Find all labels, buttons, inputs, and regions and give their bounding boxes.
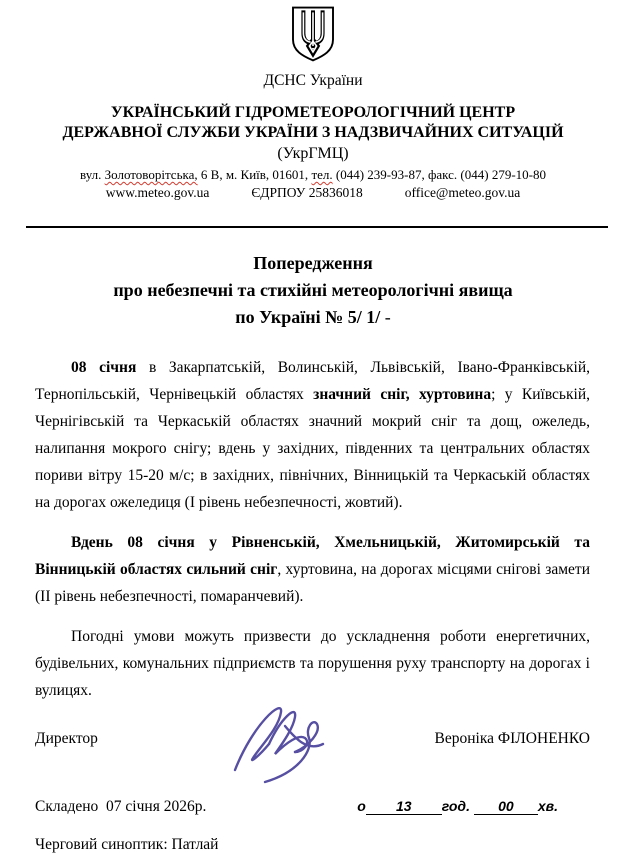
composed-row	[35, 798, 590, 816]
organization-title-line2: ДЕРЖАВНОЇ СЛУЖБИ УКРАЇНИ З НАДЗВИЧАЙНИХ СИТУАЦІЙ	[62, 124, 564, 141]
header-divider-line	[26, 226, 608, 228]
address-prefix: вул.	[80, 167, 105, 182]
organization-address	[0, 167, 626, 183]
composed-date: Складено 07 січня 2026р.	[35, 798, 207, 815]
title-number-dash: -	[380, 307, 391, 327]
composed-time	[357, 798, 558, 815]
hazard-bold: значний сніг, хуртовина	[313, 386, 492, 403]
organization-abbreviation: (УкрГМЦ)	[277, 145, 349, 162]
paragraph-warning-level2: Вдень 08 січня у Рівненській, Хмельницькій, Житомирській та Вінницькій областях сильний сніг, хуртовина, на дорогах місцями снігові замети (ІІ рівень небезпечності, помаранчевий).	[35, 534, 590, 605]
time-prefix: о	[357, 798, 366, 814]
address-street: Золотоворітська,	[104, 167, 198, 182]
organization-title	[0, 103, 626, 143]
paragraph-consequences: Погодні умови можуть призвести до ускладнення роботи енергетичних, будівельних, комунальних підприємств та порушення руху транспорту на дорогах і вулицях.	[35, 628, 590, 699]
minutes-fill-in-field: 00	[474, 799, 538, 815]
document-header	[0, 0, 626, 201]
title-line2: про небезпечні та стихійні метеорологічні явища	[113, 280, 513, 300]
document-body	[35, 354, 590, 704]
level2-bold: Вдень 08 січня у Рівненській, Хмельницькій, Житомирській та Вінницькій областях сильний сніг	[35, 534, 590, 578]
website-text: www.meteo.gov.ua	[105, 185, 210, 200]
organization-contacts	[0, 185, 626, 201]
date-bold: 08 січня	[71, 359, 137, 376]
handwritten-signature-image	[223, 694, 373, 790]
email-text: office@meteo.gov.ua	[404, 185, 521, 200]
organization-title-line1: УКРАЇНСЬКИЙ ГІДРОМЕТЕОРОЛОГІЧНИЙ ЦЕНТР	[110, 104, 516, 121]
ukraine-trident-emblem-icon	[0, 5, 626, 63]
title-line3: по Україні № 5/ 1/ -	[235, 307, 391, 327]
title-line1: Попередження	[253, 253, 373, 273]
agency-name: ДСНС України	[263, 72, 363, 89]
hours-fill-in-field: 13	[366, 799, 442, 815]
signer-role: Директор	[35, 730, 98, 747]
signature-row	[35, 730, 590, 748]
duty-forecaster-line: Черговий синоптик: Патлай	[35, 836, 219, 853]
hours-label: год.	[441, 798, 474, 814]
edrpou-code: ЄДРПОУ 25836018	[251, 185, 363, 200]
address-mid: 6 В, м. Київ, 01601,	[197, 167, 312, 182]
paragraph-warning-level1: 08 січня в Закарпатській, Волинській, Львівській, Івано-Франківській, Тернопільській, Чернівецькій областях значний сніг, хуртовина; у Київській, Чернігівській та Черкаській областях значний мокрий сніг та дощ, ожеледь, налипання мокрого снігу; вдень у західних, південних та центральних областях пориви вітру 15-20 м/с; в західних, північних, Вінницькій та Черкаській областях на дорогах ожеледиця (І рівень небезпечності, жовтий).	[35, 359, 591, 511]
address-tel-label: тел.	[311, 167, 333, 182]
minutes-label: хв.	[537, 798, 558, 814]
address-phones: (044) 239-93-87, факс. (044) 279-10-80	[332, 167, 546, 182]
signer-name: Вероніка ФІЛОНЕНКО	[434, 730, 590, 747]
document-title	[0, 250, 626, 331]
